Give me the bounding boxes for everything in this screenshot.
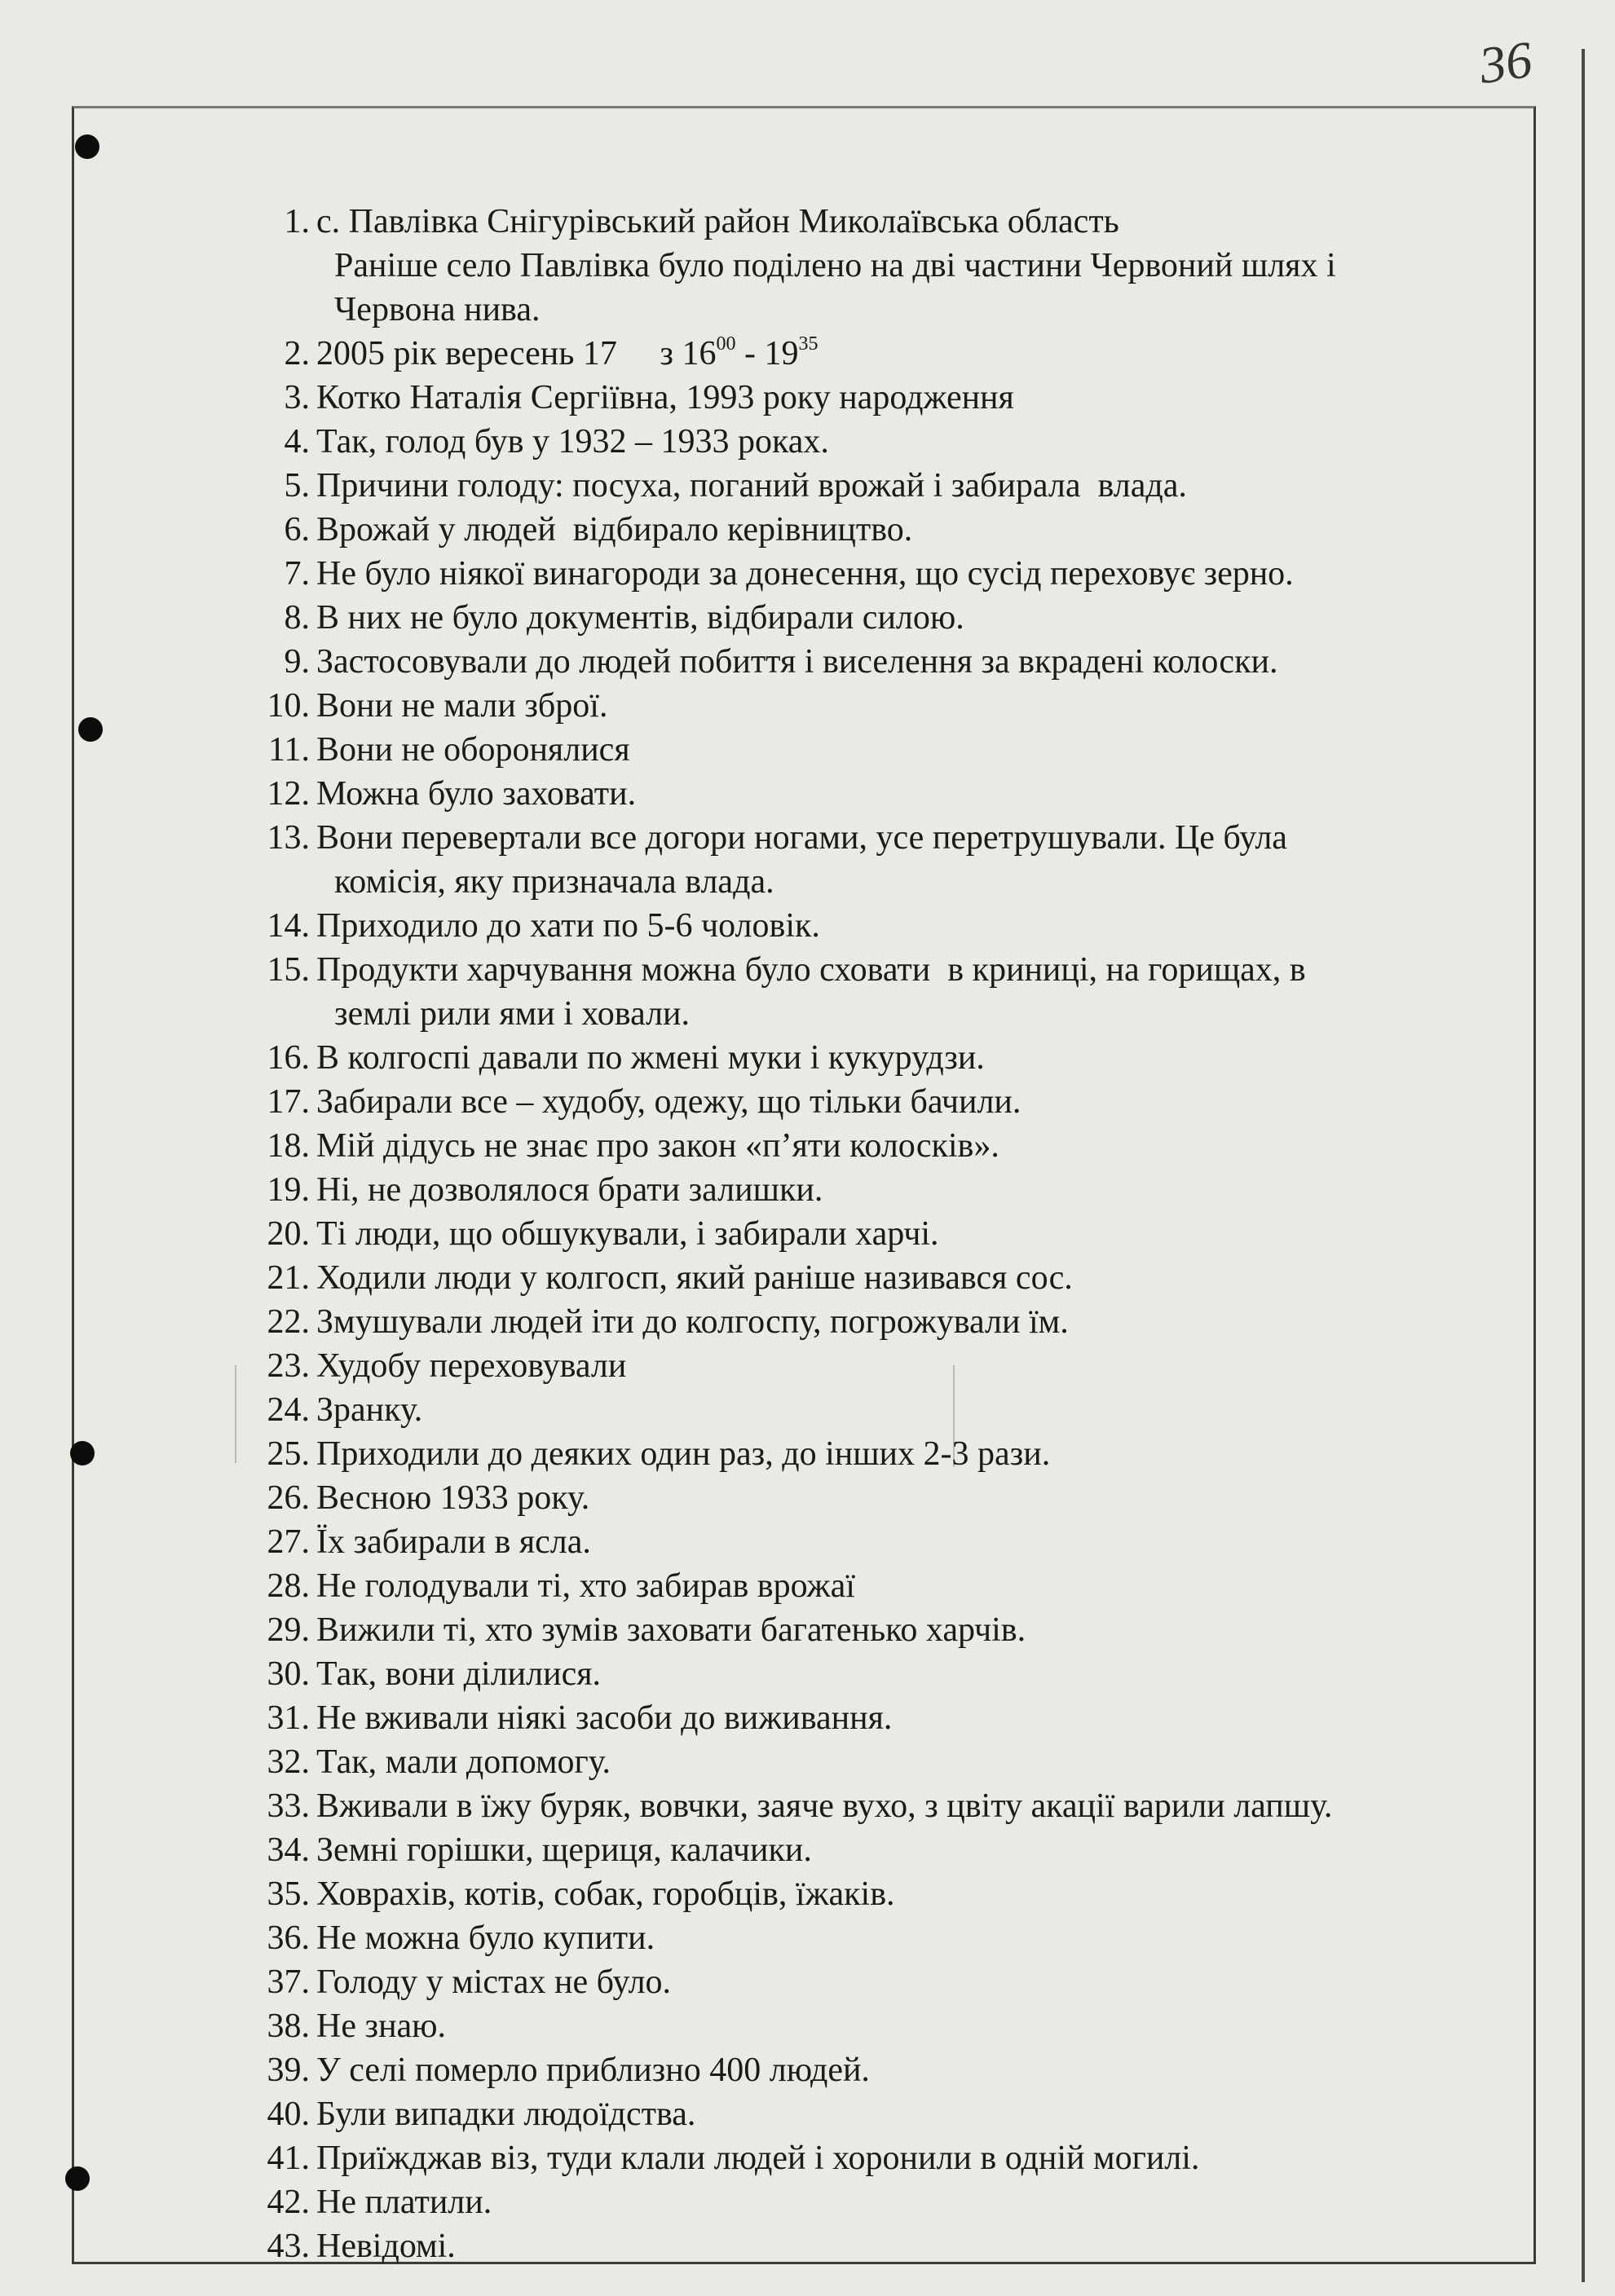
list-item bbox=[245, 1608, 1516, 1652]
item-number: 29. bbox=[267, 1611, 310, 1649]
text-segment: - 19 bbox=[735, 335, 799, 372]
list-item bbox=[245, 596, 1516, 640]
item-text: Ховрахів, котів, собак, горобців, їжаків. bbox=[316, 1875, 895, 1913]
item-line bbox=[245, 420, 1516, 464]
item-line bbox=[245, 1036, 1516, 1080]
item-number: 42. bbox=[267, 2184, 310, 2221]
item-number: 18. bbox=[267, 1127, 310, 1165]
item-line bbox=[245, 772, 1516, 816]
item-text: Приїжджав віз, туди клали людей і хоронили в одній могилі. bbox=[316, 2140, 1200, 2177]
item-line bbox=[245, 376, 1516, 420]
item-line bbox=[245, 508, 1516, 552]
item-text: Ті люди, що обшукували, і забирали харчі. bbox=[316, 1215, 939, 1253]
list-item bbox=[245, 1036, 1516, 1080]
list-item bbox=[245, 420, 1516, 464]
item-number: 36. bbox=[267, 1919, 310, 1957]
item-text: В колгоспі давали по жмені муки і кукурудзи. bbox=[316, 1039, 985, 1077]
item-text: с. Павлівка Снігурівський район Миколаївська область bbox=[316, 203, 1119, 240]
item-line bbox=[245, 1520, 1516, 1564]
item-number: 4. bbox=[284, 423, 310, 461]
list-item bbox=[245, 2048, 1516, 2092]
list-item bbox=[245, 2136, 1516, 2180]
list-item bbox=[245, 728, 1516, 772]
page-number: 36 bbox=[1476, 29, 1536, 95]
item-line bbox=[245, 1476, 1516, 1520]
item-line bbox=[245, 1652, 1516, 1696]
item-continuation: Червона нива. bbox=[334, 291, 541, 328]
item-line bbox=[245, 1168, 1516, 1212]
item-line bbox=[245, 904, 1516, 948]
item-text: Були випадки людоїдства. bbox=[316, 2095, 696, 2133]
superscript: 00 bbox=[716, 333, 736, 355]
item-number: 21. bbox=[267, 1259, 310, 1297]
item-text: Вони не оборонялися bbox=[316, 731, 630, 769]
item-number: 8. bbox=[284, 599, 310, 637]
item-line bbox=[245, 640, 1516, 684]
item-line bbox=[245, 1344, 1516, 1388]
list-item bbox=[245, 1872, 1516, 1916]
list-item bbox=[245, 772, 1516, 816]
item-line bbox=[245, 2180, 1516, 2224]
list-item bbox=[245, 640, 1516, 684]
item-line bbox=[245, 1696, 1516, 1740]
pencil-mark bbox=[235, 1365, 236, 1463]
item-text: Земні горішки, щериця, калачики. bbox=[316, 1831, 812, 1869]
item-text: Вони перевертали все догори ногами, усе перетрушували. Це була bbox=[316, 819, 1287, 857]
item-line bbox=[245, 2224, 1516, 2268]
item-line bbox=[245, 1388, 1516, 1432]
list-item bbox=[245, 1960, 1516, 2004]
item-number: 40. bbox=[267, 2095, 310, 2133]
item-number: 24. bbox=[267, 1391, 310, 1429]
item-line bbox=[245, 1124, 1516, 1168]
answer-list bbox=[245, 200, 1516, 2268]
punch-hole bbox=[78, 717, 103, 742]
item-number: 43. bbox=[267, 2228, 310, 2265]
item-text: Худобу переховували bbox=[316, 1347, 627, 1385]
item-number: 3. bbox=[284, 379, 310, 416]
item-line bbox=[245, 2092, 1516, 2136]
item-text: Можна було заховати. bbox=[316, 775, 637, 813]
item-number: 41. bbox=[267, 2140, 310, 2177]
item-text: Не було ніякої винагороди за донесення, що сусід переховує зерно. bbox=[316, 555, 1294, 593]
list-item bbox=[245, 1828, 1516, 1872]
list-item bbox=[245, 1080, 1516, 1124]
item-text: Не голодували ті, хто забирав врожаї bbox=[316, 1567, 855, 1605]
item-text: Ні, не дозволялося брати залишки. bbox=[316, 1171, 823, 1209]
list-item bbox=[245, 508, 1516, 552]
item-number: 7. bbox=[284, 555, 310, 593]
item-text: Врожай у людей відбирало керівництво. bbox=[316, 511, 913, 549]
punch-hole bbox=[65, 2166, 90, 2191]
item-text: Мій дідусь не знає про закон «п’яти колосків». bbox=[316, 1127, 999, 1165]
item-text: У селі померло приблизно 400 людей. bbox=[316, 2051, 870, 2089]
text-segment: 2005 рік вересень 17 з 16 bbox=[316, 335, 717, 372]
item-number: 26. bbox=[267, 1479, 310, 1517]
item-line bbox=[245, 948, 1516, 992]
item-text: Не можна було купити. bbox=[316, 1919, 655, 1957]
item-number: 5. bbox=[284, 467, 310, 505]
item-number: 14. bbox=[267, 907, 310, 945]
item-number: 17. bbox=[267, 1083, 310, 1121]
item-line bbox=[245, 1212, 1516, 1256]
superscript: 35 bbox=[798, 333, 819, 355]
list-item bbox=[245, 1652, 1516, 1696]
item-text: Так, вони ділилися. bbox=[316, 1655, 602, 1693]
list-item bbox=[245, 684, 1516, 728]
item-line bbox=[245, 1740, 1516, 1784]
list-item bbox=[245, 332, 1516, 376]
item-text bbox=[316, 335, 819, 372]
item-text: Змушували людей іти до колгоспу, погрожували їм. bbox=[316, 1303, 1069, 1341]
item-line bbox=[245, 2004, 1516, 2048]
item-number: 6. bbox=[284, 511, 310, 549]
list-item bbox=[245, 552, 1516, 596]
list-item bbox=[245, 816, 1516, 904]
item-line bbox=[245, 1784, 1516, 1828]
item-number: 23. bbox=[267, 1347, 310, 1385]
item-text: Не платили. bbox=[316, 2184, 492, 2221]
item-text: Не знаю. bbox=[316, 2007, 447, 2045]
item-text: Приходило до хати по 5-6 чоловік. bbox=[316, 907, 820, 945]
item-line bbox=[245, 1608, 1516, 1652]
item-number: 30. bbox=[267, 1655, 310, 1693]
list-item bbox=[245, 1520, 1516, 1564]
item-number: 33. bbox=[267, 1787, 310, 1825]
list-item bbox=[245, 1916, 1516, 1960]
item-text: В них не було документів, відбирали силою. bbox=[316, 599, 964, 637]
item-line bbox=[245, 1300, 1516, 1344]
item-number: 38. bbox=[267, 2007, 310, 2045]
item-line bbox=[245, 332, 1516, 376]
list-item bbox=[245, 1344, 1516, 1388]
item-line bbox=[245, 1080, 1516, 1124]
list-item bbox=[245, 1300, 1516, 1344]
item-number: 9. bbox=[284, 643, 310, 681]
item-text: Невідомі. bbox=[316, 2228, 456, 2265]
item-text: Котко Наталія Сергіївна, 1993 року народження bbox=[316, 379, 1014, 416]
item-continuation: землі рили ями і ховали. bbox=[334, 995, 691, 1033]
item-text: Так, мали допомогу. bbox=[316, 1743, 611, 1781]
item-line bbox=[245, 1828, 1516, 1872]
list-item bbox=[245, 1212, 1516, 1256]
item-number: 35. bbox=[267, 1875, 310, 1913]
item-continuation: Раніше село Павлівка було поділено на дві частини Червоний шлях і bbox=[334, 247, 1336, 284]
item-continuation: комісія, яку призначала влада. bbox=[334, 863, 774, 901]
list-item bbox=[245, 2092, 1516, 2136]
item-text: Ходили люди у колгосп, який раніше називався сос. bbox=[316, 1259, 1073, 1297]
punch-hole bbox=[70, 1441, 95, 1465]
item-text: Забирали все – худобу, одежу, що тільки бачили. bbox=[316, 1083, 1022, 1121]
list-item bbox=[245, 2004, 1516, 2048]
scan-edge bbox=[1582, 49, 1585, 2282]
item-line bbox=[245, 464, 1516, 508]
item-line bbox=[245, 596, 1516, 640]
list-item bbox=[245, 376, 1516, 420]
item-number: 32. bbox=[267, 1743, 310, 1781]
item-number: 39. bbox=[267, 2051, 310, 2089]
item-text: Вони не мали зброї. bbox=[316, 687, 608, 725]
item-text: Голоду у містах не було. bbox=[316, 1963, 672, 2001]
item-number: 19. bbox=[267, 1171, 310, 1209]
list-item bbox=[245, 1388, 1516, 1432]
list-item bbox=[245, 904, 1516, 948]
item-number: 20. bbox=[267, 1215, 310, 1253]
item-text: Зранку. bbox=[316, 1391, 423, 1429]
item-number: 13. bbox=[267, 819, 310, 857]
item-number: 31. bbox=[267, 1699, 310, 1737]
item-number: 2. bbox=[284, 335, 310, 372]
punch-hole bbox=[75, 134, 99, 159]
item-line bbox=[245, 816, 1516, 860]
item-text: Продукти харчування можна було сховати в криниці, на горищах, в bbox=[316, 951, 1306, 989]
item-number: 16. bbox=[267, 1039, 310, 1077]
list-item bbox=[245, 1476, 1516, 1520]
item-text: Застосовували до людей побиття і виселення за вкрадені колоски. bbox=[316, 643, 1278, 681]
item-line bbox=[245, 1916, 1516, 1960]
list-item bbox=[245, 1784, 1516, 1828]
list-item bbox=[245, 1740, 1516, 1784]
item-line bbox=[245, 2048, 1516, 2092]
item-text: Так, голод був у 1932 – 1933 роках. bbox=[316, 423, 829, 461]
item-number: 25. bbox=[267, 1435, 310, 1473]
item-number: 15. bbox=[267, 951, 310, 989]
item-line bbox=[245, 552, 1516, 596]
list-item bbox=[245, 464, 1516, 508]
item-number: 22. bbox=[267, 1303, 310, 1341]
list-item bbox=[245, 1696, 1516, 1740]
list-item bbox=[245, 1256, 1516, 1300]
item-text: Вижили ті, хто зумів заховати багатенько харчів. bbox=[316, 1611, 1026, 1649]
item-text: Причини голоду: посуха, поганий врожай і забирала влада. bbox=[316, 467, 1187, 505]
item-number: 11. bbox=[268, 731, 310, 769]
item-line bbox=[245, 1872, 1516, 1916]
list-item bbox=[245, 1432, 1516, 1476]
item-number: 28. bbox=[267, 1567, 310, 1605]
item-line bbox=[245, 1432, 1516, 1476]
list-item bbox=[245, 1168, 1516, 1212]
item-number: 37. bbox=[267, 1963, 310, 2001]
list-item bbox=[245, 948, 1516, 1036]
item-line bbox=[245, 684, 1516, 728]
list-item bbox=[245, 1124, 1516, 1168]
item-line bbox=[245, 1256, 1516, 1300]
item-text: Їх забирали в ясла. bbox=[316, 1523, 591, 1561]
list-item bbox=[245, 200, 1516, 332]
item-text: Вживали в їжу буряк, вовчки, заяче вухо, з цвіту акації варили лапшу. bbox=[316, 1787, 1333, 1825]
item-text: Не вживали ніякі засоби до виживання. bbox=[316, 1699, 893, 1737]
item-number: 27. bbox=[267, 1523, 310, 1561]
list-item bbox=[245, 2224, 1516, 2268]
item-line bbox=[245, 1564, 1516, 1608]
item-text: Приходили до деяких один раз, до інших 2-3 рази. bbox=[316, 1435, 1051, 1473]
item-line bbox=[245, 728, 1516, 772]
list-item bbox=[245, 2180, 1516, 2224]
item-number: 1. bbox=[284, 203, 310, 240]
item-number: 10. bbox=[267, 687, 310, 725]
item-line bbox=[245, 2136, 1516, 2180]
item-text: Весною 1933 року. bbox=[316, 1479, 590, 1517]
item-number: 12. bbox=[267, 775, 310, 813]
item-line bbox=[245, 1960, 1516, 2004]
item-line bbox=[245, 200, 1516, 244]
list-item bbox=[245, 1564, 1516, 1608]
item-number: 34. bbox=[267, 1831, 310, 1869]
